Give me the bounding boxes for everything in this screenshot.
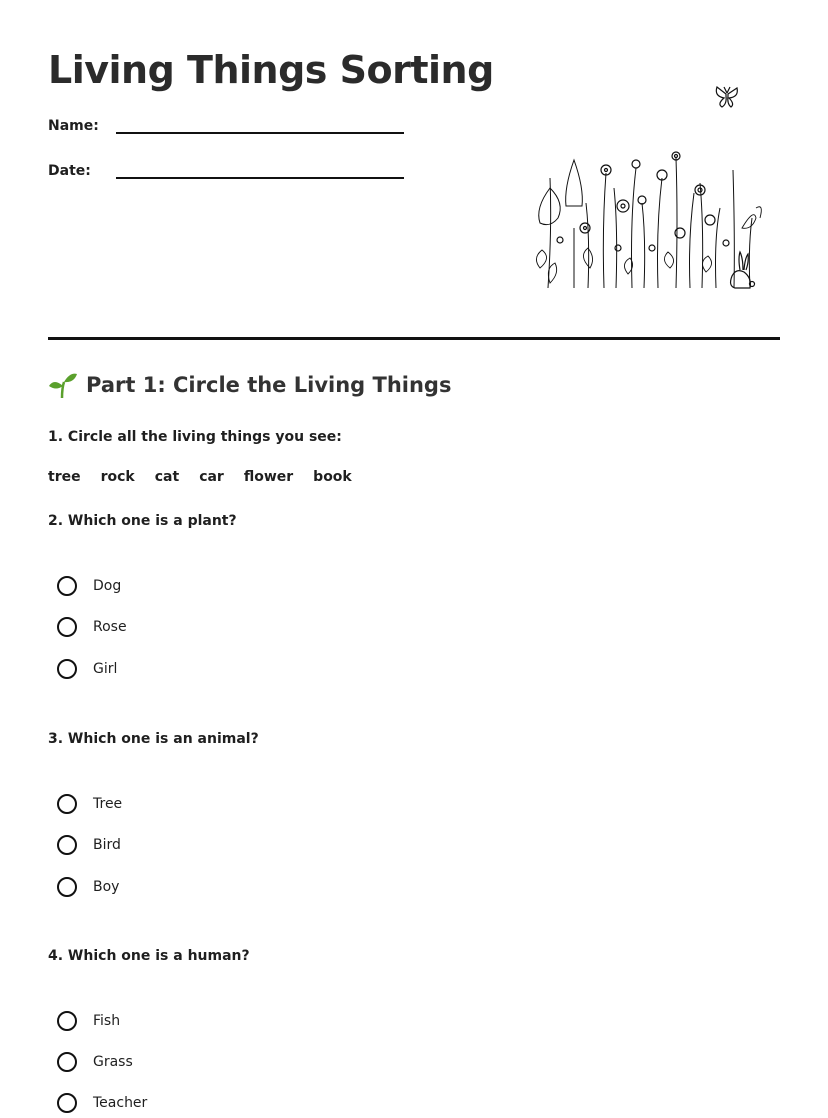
question-1-prompt: 1. Circle all the living things you see: — [48, 429, 342, 445]
option-label: Fish — [93, 1013, 121, 1029]
q4-option-fish[interactable] — [57, 1011, 120, 1031]
q2-option-girl[interactable] — [57, 659, 117, 679]
radio-circle[interactable] — [57, 794, 77, 814]
name-field — [48, 118, 404, 134]
butterfly-icon — [716, 87, 737, 107]
radio-circle[interactable] — [57, 1011, 77, 1031]
part1-heading-text: Part 1: Circle the Living Things — [86, 373, 452, 397]
q2-option-dog[interactable] — [57, 576, 121, 596]
plant-stems — [539, 158, 752, 288]
q3-option-bird[interactable] — [57, 835, 121, 855]
q2-option-rose[interactable] — [57, 617, 127, 637]
word-bank — [48, 469, 352, 485]
option-label: Grass — [93, 1054, 133, 1070]
radio-circle[interactable] — [57, 1093, 77, 1113]
question-3-prompt: 3. Which one is an animal? — [48, 731, 259, 747]
question-4-prompt: 4. Which one is a human? — [48, 948, 250, 964]
radio-circle[interactable] — [57, 576, 77, 596]
date-label: Date: — [48, 163, 91, 179]
q3-option-boy[interactable] — [57, 877, 119, 897]
option-label: Dog — [93, 578, 122, 594]
word-tree[interactable]: tree — [48, 469, 81, 485]
option-label: Girl — [93, 661, 118, 677]
name-label: Name: — [48, 118, 99, 134]
q3-option-tree[interactable] — [57, 794, 122, 814]
word-flower[interactable]: flower — [243, 469, 294, 485]
date-blank-line[interactable] — [116, 165, 404, 179]
radio-circle[interactable] — [57, 659, 77, 679]
radio-circle[interactable] — [57, 835, 77, 855]
seedling-icon — [48, 372, 78, 398]
worksheet-title: Living Things Sorting — [48, 48, 494, 92]
option-label: Rose — [93, 619, 127, 635]
name-blank-line[interactable] — [116, 120, 404, 134]
radio-circle[interactable] — [57, 617, 77, 637]
option-label: Teacher — [93, 1095, 148, 1111]
radio-circle[interactable] — [57, 877, 77, 897]
question-2-prompt: 2. Which one is a plant? — [48, 513, 237, 529]
q4-option-teacher[interactable] — [57, 1093, 147, 1113]
date-field — [48, 163, 404, 179]
q4-option-grass[interactable] — [57, 1052, 133, 1072]
word-rock[interactable]: rock — [100, 469, 135, 485]
option-label: Tree — [93, 796, 123, 812]
option-label: Bird — [93, 837, 121, 853]
radio-circle[interactable] — [57, 1052, 77, 1072]
wildflower-illustration — [530, 78, 770, 294]
word-car[interactable]: car — [199, 469, 224, 485]
word-cat[interactable]: cat — [154, 469, 180, 485]
word-book[interactable]: book — [313, 469, 352, 485]
option-label: Boy — [93, 879, 120, 895]
section-divider — [48, 337, 780, 340]
part1-heading — [48, 372, 451, 398]
